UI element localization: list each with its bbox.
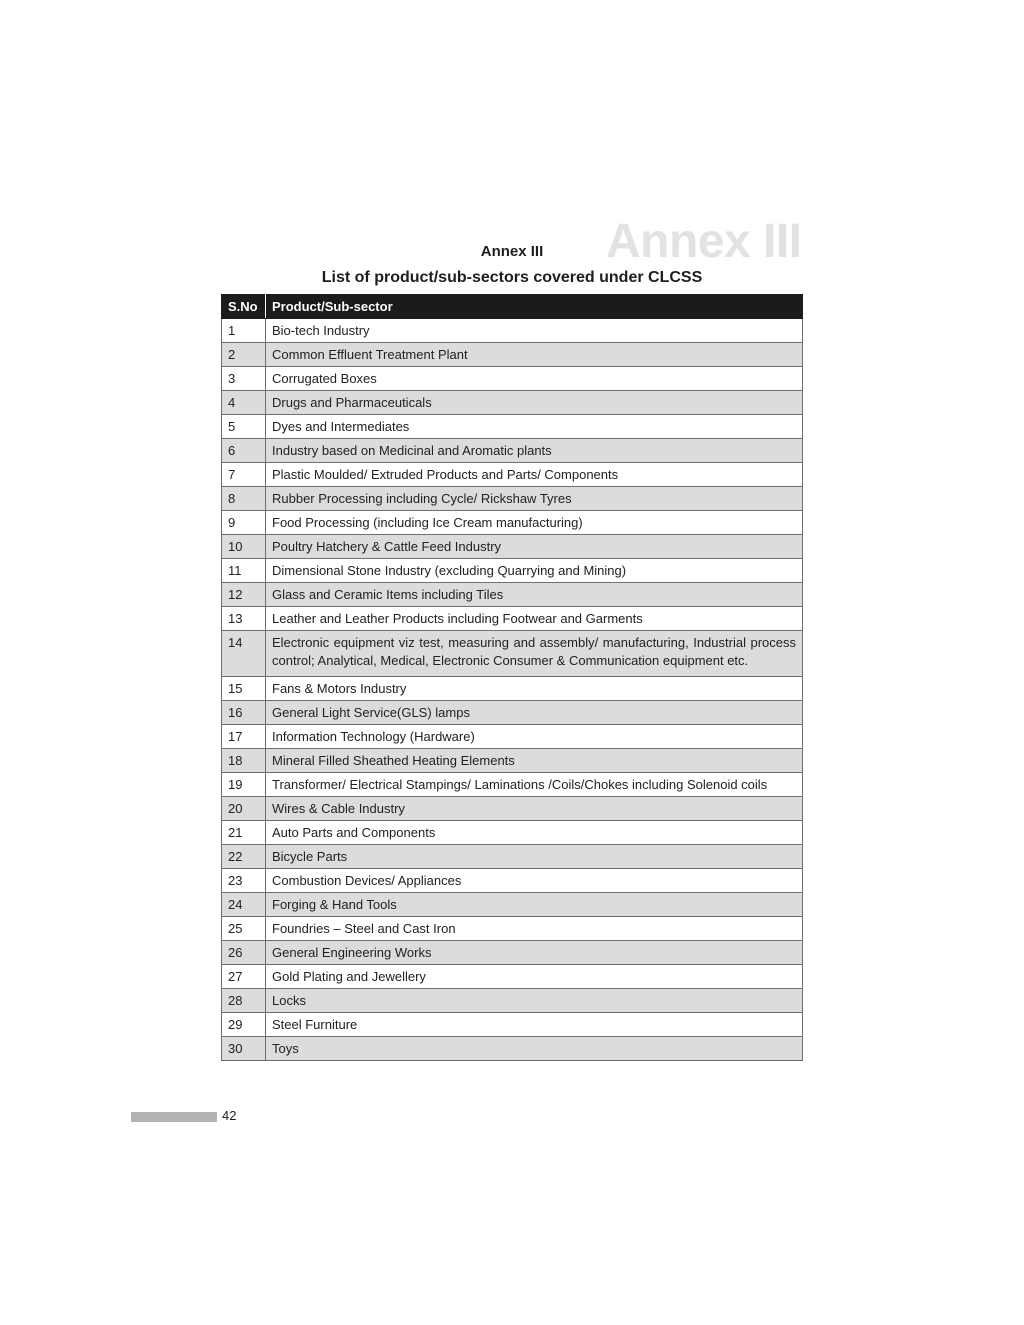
row-sno: 28 xyxy=(222,989,266,1013)
row-sno: 23 xyxy=(222,869,266,893)
row-sno: 8 xyxy=(222,487,266,511)
row-sno: 2 xyxy=(222,343,266,367)
row-sno: 20 xyxy=(222,797,266,821)
row-sno: 9 xyxy=(222,511,266,535)
row-sno: 7 xyxy=(222,463,266,487)
row-sno: 19 xyxy=(222,773,266,797)
row-sno: 1 xyxy=(222,319,266,343)
table-row xyxy=(222,869,803,893)
row-sno: 21 xyxy=(222,821,266,845)
row-sno: 6 xyxy=(222,439,266,463)
table-row xyxy=(222,487,803,511)
table-row xyxy=(222,415,803,439)
row-product: Foundries – Steel and Cast Iron xyxy=(266,917,803,941)
row-product: Plastic Moulded/ Extruded Products and Parts/ Components xyxy=(266,463,803,487)
row-product: Forging & Hand Tools xyxy=(266,893,803,917)
table-row xyxy=(222,965,803,989)
row-sno: 27 xyxy=(222,965,266,989)
row-product: Glass and Ceramic Items including Tiles xyxy=(266,583,803,607)
table-row xyxy=(222,1013,803,1037)
row-sno: 15 xyxy=(222,677,266,701)
row-product: Transformer/ Electrical Stampings/ Laminations /Coils/Chokes including Solenoid coils xyxy=(266,773,803,797)
row-product: Bio-tech Industry xyxy=(266,319,803,343)
list-subheading: List of product/sub-sectors covered under CLCSS xyxy=(321,269,703,286)
row-product: Food Processing (including Ice Cream manufacturing) xyxy=(266,511,803,535)
row-sno: 25 xyxy=(222,917,266,941)
table-row xyxy=(222,631,803,677)
row-sno: 3 xyxy=(222,367,266,391)
footer-bar xyxy=(131,1112,217,1122)
row-sno: 14 xyxy=(222,631,266,677)
row-product: Wires & Cable Industry xyxy=(266,797,803,821)
table-row xyxy=(222,941,803,965)
table-row xyxy=(222,917,803,941)
table-row xyxy=(222,511,803,535)
row-product: Gold Plating and Jewellery xyxy=(266,965,803,989)
table-row xyxy=(222,749,803,773)
row-sno: 29 xyxy=(222,1013,266,1037)
annex-heading: Annex III xyxy=(480,243,544,260)
table-row xyxy=(222,773,803,797)
row-product: Industry based on Medicinal and Aromatic plants xyxy=(266,439,803,463)
row-sno: 24 xyxy=(222,893,266,917)
row-product: Combustion Devices/ Appliances xyxy=(266,869,803,893)
row-sno: 17 xyxy=(222,725,266,749)
table-row xyxy=(222,391,803,415)
row-product: Leather and Leather Products including Footwear and Garments xyxy=(266,607,803,631)
page-number: 42 xyxy=(222,1108,237,1123)
row-product: Corrugated Boxes xyxy=(266,367,803,391)
table-row xyxy=(222,725,803,749)
table-row xyxy=(222,1037,803,1061)
row-product: Poultry Hatchery & Cattle Feed Industry xyxy=(266,535,803,559)
column-header-sno: S.No xyxy=(222,295,266,319)
row-sno: 11 xyxy=(222,559,266,583)
table-row xyxy=(222,439,803,463)
row-product: Toys xyxy=(266,1037,803,1061)
row-product: Dimensional Stone Industry (excluding Quarrying and Mining) xyxy=(266,559,803,583)
row-sno: 5 xyxy=(222,415,266,439)
table-body xyxy=(222,319,803,1061)
column-header-product: Product/Sub-sector xyxy=(266,295,803,319)
table-row xyxy=(222,701,803,725)
table-row xyxy=(222,367,803,391)
row-product: Steel Furniture xyxy=(266,1013,803,1037)
table-row xyxy=(222,463,803,487)
table-row xyxy=(222,845,803,869)
row-sno: 30 xyxy=(222,1037,266,1061)
row-sno: 13 xyxy=(222,607,266,631)
row-sno: 10 xyxy=(222,535,266,559)
table-row xyxy=(222,989,803,1013)
row-product: Information Technology (Hardware) xyxy=(266,725,803,749)
row-product: Drugs and Pharmaceuticals xyxy=(266,391,803,415)
row-product: Electronic equipment viz test, measuring and assembly/ manufacturing, Industrial process control; Analytical, Medical, Electronic Consumer & Communication equipment etc. xyxy=(266,631,803,677)
table-row xyxy=(222,343,803,367)
table-row xyxy=(222,319,803,343)
row-product: General Light Service(GLS) lamps xyxy=(266,701,803,725)
row-product: General Engineering Works xyxy=(266,941,803,965)
row-sno: 26 xyxy=(222,941,266,965)
annex-watermark: Annex III xyxy=(606,215,802,268)
table-row xyxy=(222,607,803,631)
table-row xyxy=(222,677,803,701)
row-sno: 22 xyxy=(222,845,266,869)
table-row xyxy=(222,583,803,607)
table-row xyxy=(222,797,803,821)
row-sno: 18 xyxy=(222,749,266,773)
table-row xyxy=(222,559,803,583)
row-product: Auto Parts and Components xyxy=(266,821,803,845)
row-sno: 16 xyxy=(222,701,266,725)
row-product: Locks xyxy=(266,989,803,1013)
table-row xyxy=(222,893,803,917)
table-row xyxy=(222,535,803,559)
row-product: Dyes and Intermediates xyxy=(266,415,803,439)
row-product: Bicycle Parts xyxy=(266,845,803,869)
table-header-row xyxy=(222,295,803,319)
row-sno: 12 xyxy=(222,583,266,607)
row-product: Rubber Processing including Cycle/ Rickshaw Tyres xyxy=(266,487,803,511)
product-sector-table xyxy=(221,294,803,1061)
row-sno: 4 xyxy=(222,391,266,415)
row-product: Common Effluent Treatment Plant xyxy=(266,343,803,367)
row-product: Mineral Filled Sheathed Heating Elements xyxy=(266,749,803,773)
row-product: Fans & Motors Industry xyxy=(266,677,803,701)
table-row xyxy=(222,821,803,845)
